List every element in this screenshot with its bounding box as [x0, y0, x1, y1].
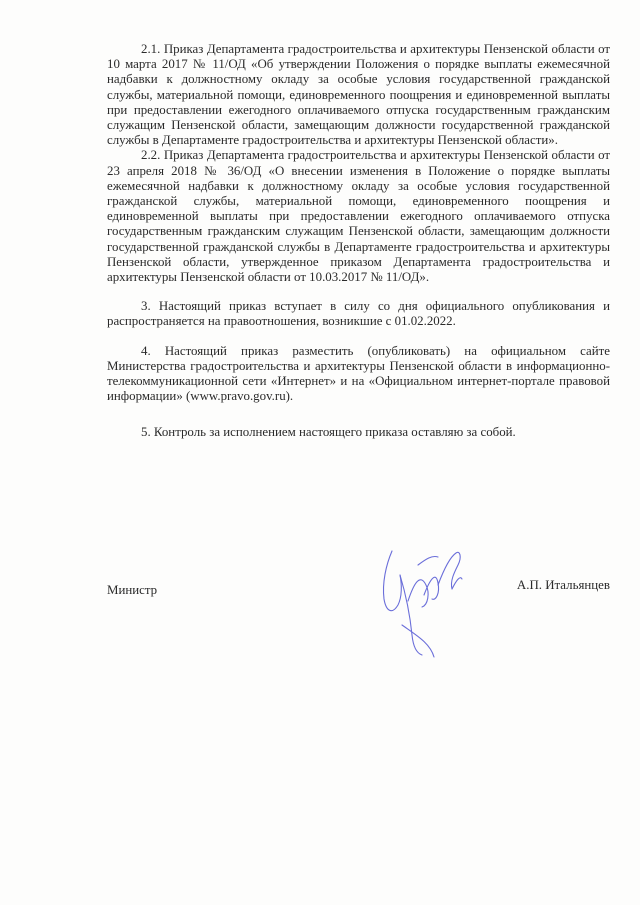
paragraph-3: 3. Настоящий приказ вступает в силу со дня официального опубликования и распространяется на правоотношения, возникшие с 01.02.2022.	[107, 299, 610, 329]
paragraph-2-2: 2.2. Приказ Департамента градостроительства и архитектуры Пензенской области от 23 апреля 2018 № 36/ОД «О внесении изменения в Положение о порядке выплаты ежемесячной надбавки к должностному окладу за особые условия государственной гражданской службы, материальной помощи, единовременного поощрения и единовременной выплаты при предоставлении ежегодного оплачиваемого отпуска государственным гражданским служащим Пензенской области, замещающим должности государственной гражданской службы в Департаменте градостроительства и архитектуры Пензенской области, утвержденное приказом Департамента градостроительства и архитектуры Пензенской области от 10.03.2017 № 11/ОД».	[107, 148, 610, 285]
signature-row	[107, 578, 610, 608]
paragraph-2-1: 2.1. Приказ Департамента градостроительства и архитектуры Пензенской области от 10 марта 2017 № 11/ОД «Об утверждении Положения о порядке выплаты ежемесячной надбавки к должностному окладу за особые условия государственной гражданской службы, материальной помощи, единовременного поощрения и единовременной выплаты при предоставлении ежегодного оплачиваемого отпуска государственным гражданским служащим Пензенской области, замещающим должности государственной гражданской службы в Департаменте градостроительства и архитектуры Пензенской области».	[107, 42, 610, 148]
signer-position: Министр	[107, 583, 158, 597]
handwritten-signature	[372, 535, 472, 665]
paragraph-5: 5. Контроль за исполнением настоящего приказа оставляю за собой.	[141, 425, 516, 440]
signer-name: А.П. Итальянцев	[516, 578, 610, 592]
document-body	[107, 42, 610, 441]
paragraph-4: 4. Настоящий приказ разместить (опубликовать) на официальном сайте Министерства градостроительства и архитектуры Пензенской области в информационно-телекоммуникационной сети «Интернет» и на «Официальном интернет-портале правовой информации» (www.pravo.gov.ru).	[107, 343, 610, 404]
